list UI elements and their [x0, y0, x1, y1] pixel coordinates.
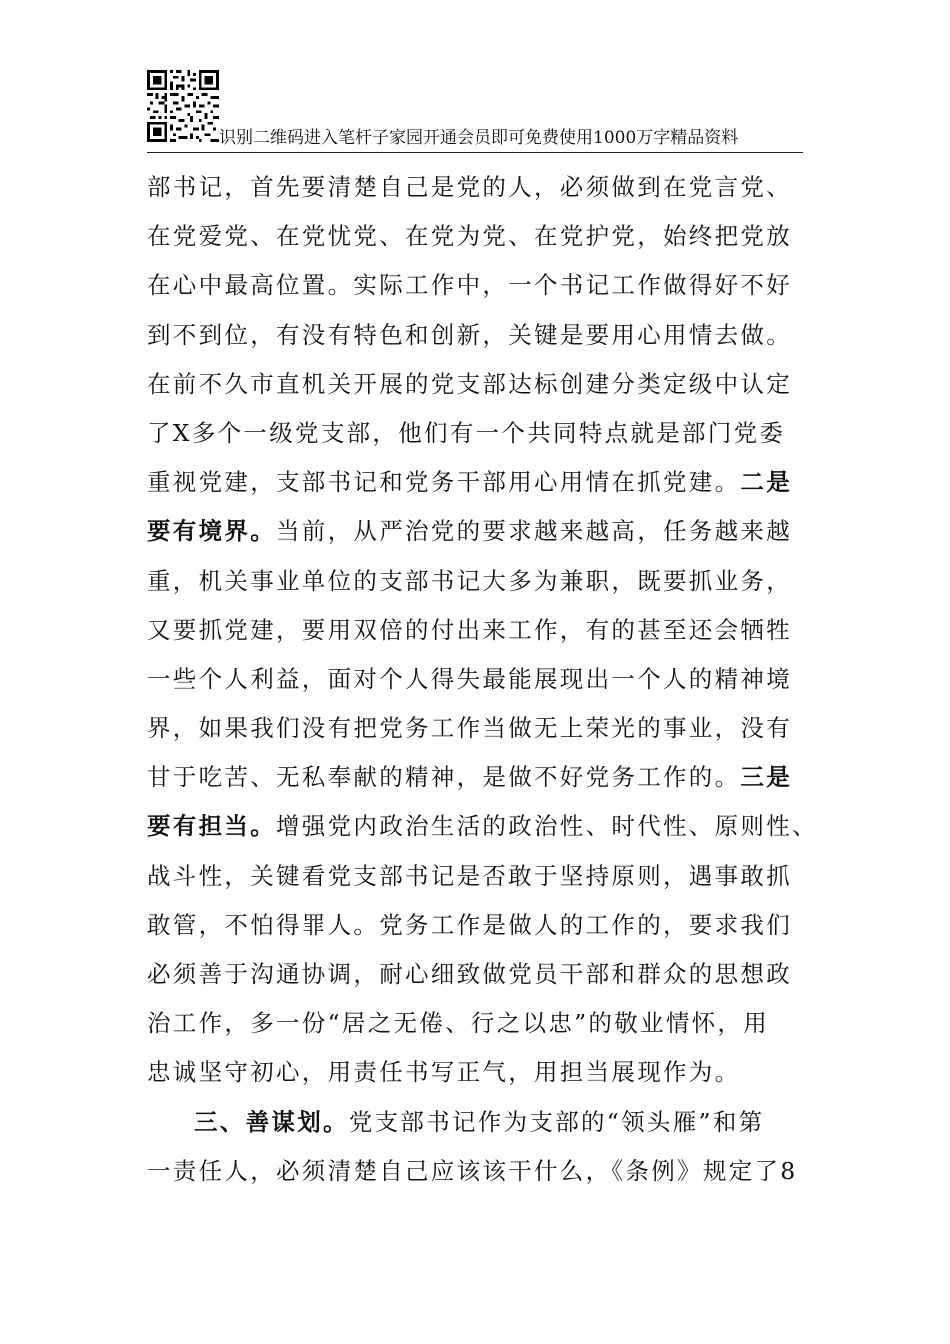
body-line: 在前不久市直机关开展的党支部达标创建分类定级中认定: [147, 369, 792, 398]
body-text-run: 重视党建，支部书记和党务干部用心用情在抓党建。: [147, 468, 741, 497]
body-text-run: 当前，从严治党的要求越来越高，任务越来越: [276, 517, 792, 546]
body-text-run: 党支部书记作为支部的“领头雁”和第: [348, 1107, 765, 1136]
header-divider: [147, 152, 803, 153]
body-line: 界，如果我们没有把党务工作当做无上荣光的事业，没有: [147, 714, 792, 743]
body-line: [147, 1098, 807, 1147]
bold-marker: 三是: [740, 763, 793, 792]
bold-heading: 要有境界。: [147, 517, 276, 546]
header-banner-text: 识别二维码进入笔杆子家园开通会员即可免费使用1000万字精品资料: [219, 128, 739, 148]
document-body: [147, 163, 818, 1196]
body-line: [147, 753, 807, 802]
body-line: 忠诚坚守初心，用责任书写正气，用担当展现作为。: [147, 1058, 741, 1087]
body-line: [147, 458, 807, 507]
section-heading: 三、善谋划。: [194, 1107, 349, 1136]
body-line: 治工作，多一份“居之无倦、行之以忠”的敬业情怀，用: [147, 1009, 770, 1038]
body-line: 在党爱党、在党忧党、在党为党、在党护党，始终把党放: [147, 222, 792, 251]
body-line: 战斗性，关键看党支部书记是否敢于坚持原则，遇事敢抓: [147, 861, 792, 890]
bold-heading: 要有担当。: [147, 812, 276, 841]
body-line: 部书记，首先要清楚自己是党的人，必须做到在党言党、: [147, 173, 792, 201]
body-line: 一些个人利益，面对个人得失最能展现出一个人的精神境: [147, 664, 792, 693]
body-text-run: 增强党内政治生活的政治性、时代性、原则性、: [276, 812, 818, 841]
body-line: 重，机关事业单位的支部书记大多为兼职，既要抓业务，: [147, 566, 792, 595]
body-line: 在心中最高位置。实际工作中，一个书记工作做得好不好: [147, 271, 792, 300]
body-line: 敢管，不怕得罪人。党务工作是做人的工作的，要求我们: [147, 910, 792, 939]
body-line: 到不到位，有没有特色和创新，关键是要用心用情去做。: [147, 320, 792, 349]
bold-marker: 二是: [740, 468, 793, 497]
body-line: 又要抓党建，要用双倍的付出来工作，有的甚至还会牺牲: [147, 615, 792, 644]
body-line: 了X多个一级党支部，他们有一个共同特点就是部门党委: [147, 418, 786, 447]
body-text-run: 甘于吃苦、无私奉献的精神，是做不好党务工作的。: [147, 763, 741, 792]
body-line: [147, 802, 818, 851]
qr-code-icon: [147, 70, 219, 142]
body-line: 一责任人，必须清楚自己应该该干什么，《条例》规定了8: [147, 1156, 798, 1185]
body-line: 必须善于沟通协调，耐心细致做党员干部和群众的思想政: [147, 960, 792, 988]
body-line: [147, 507, 807, 556]
